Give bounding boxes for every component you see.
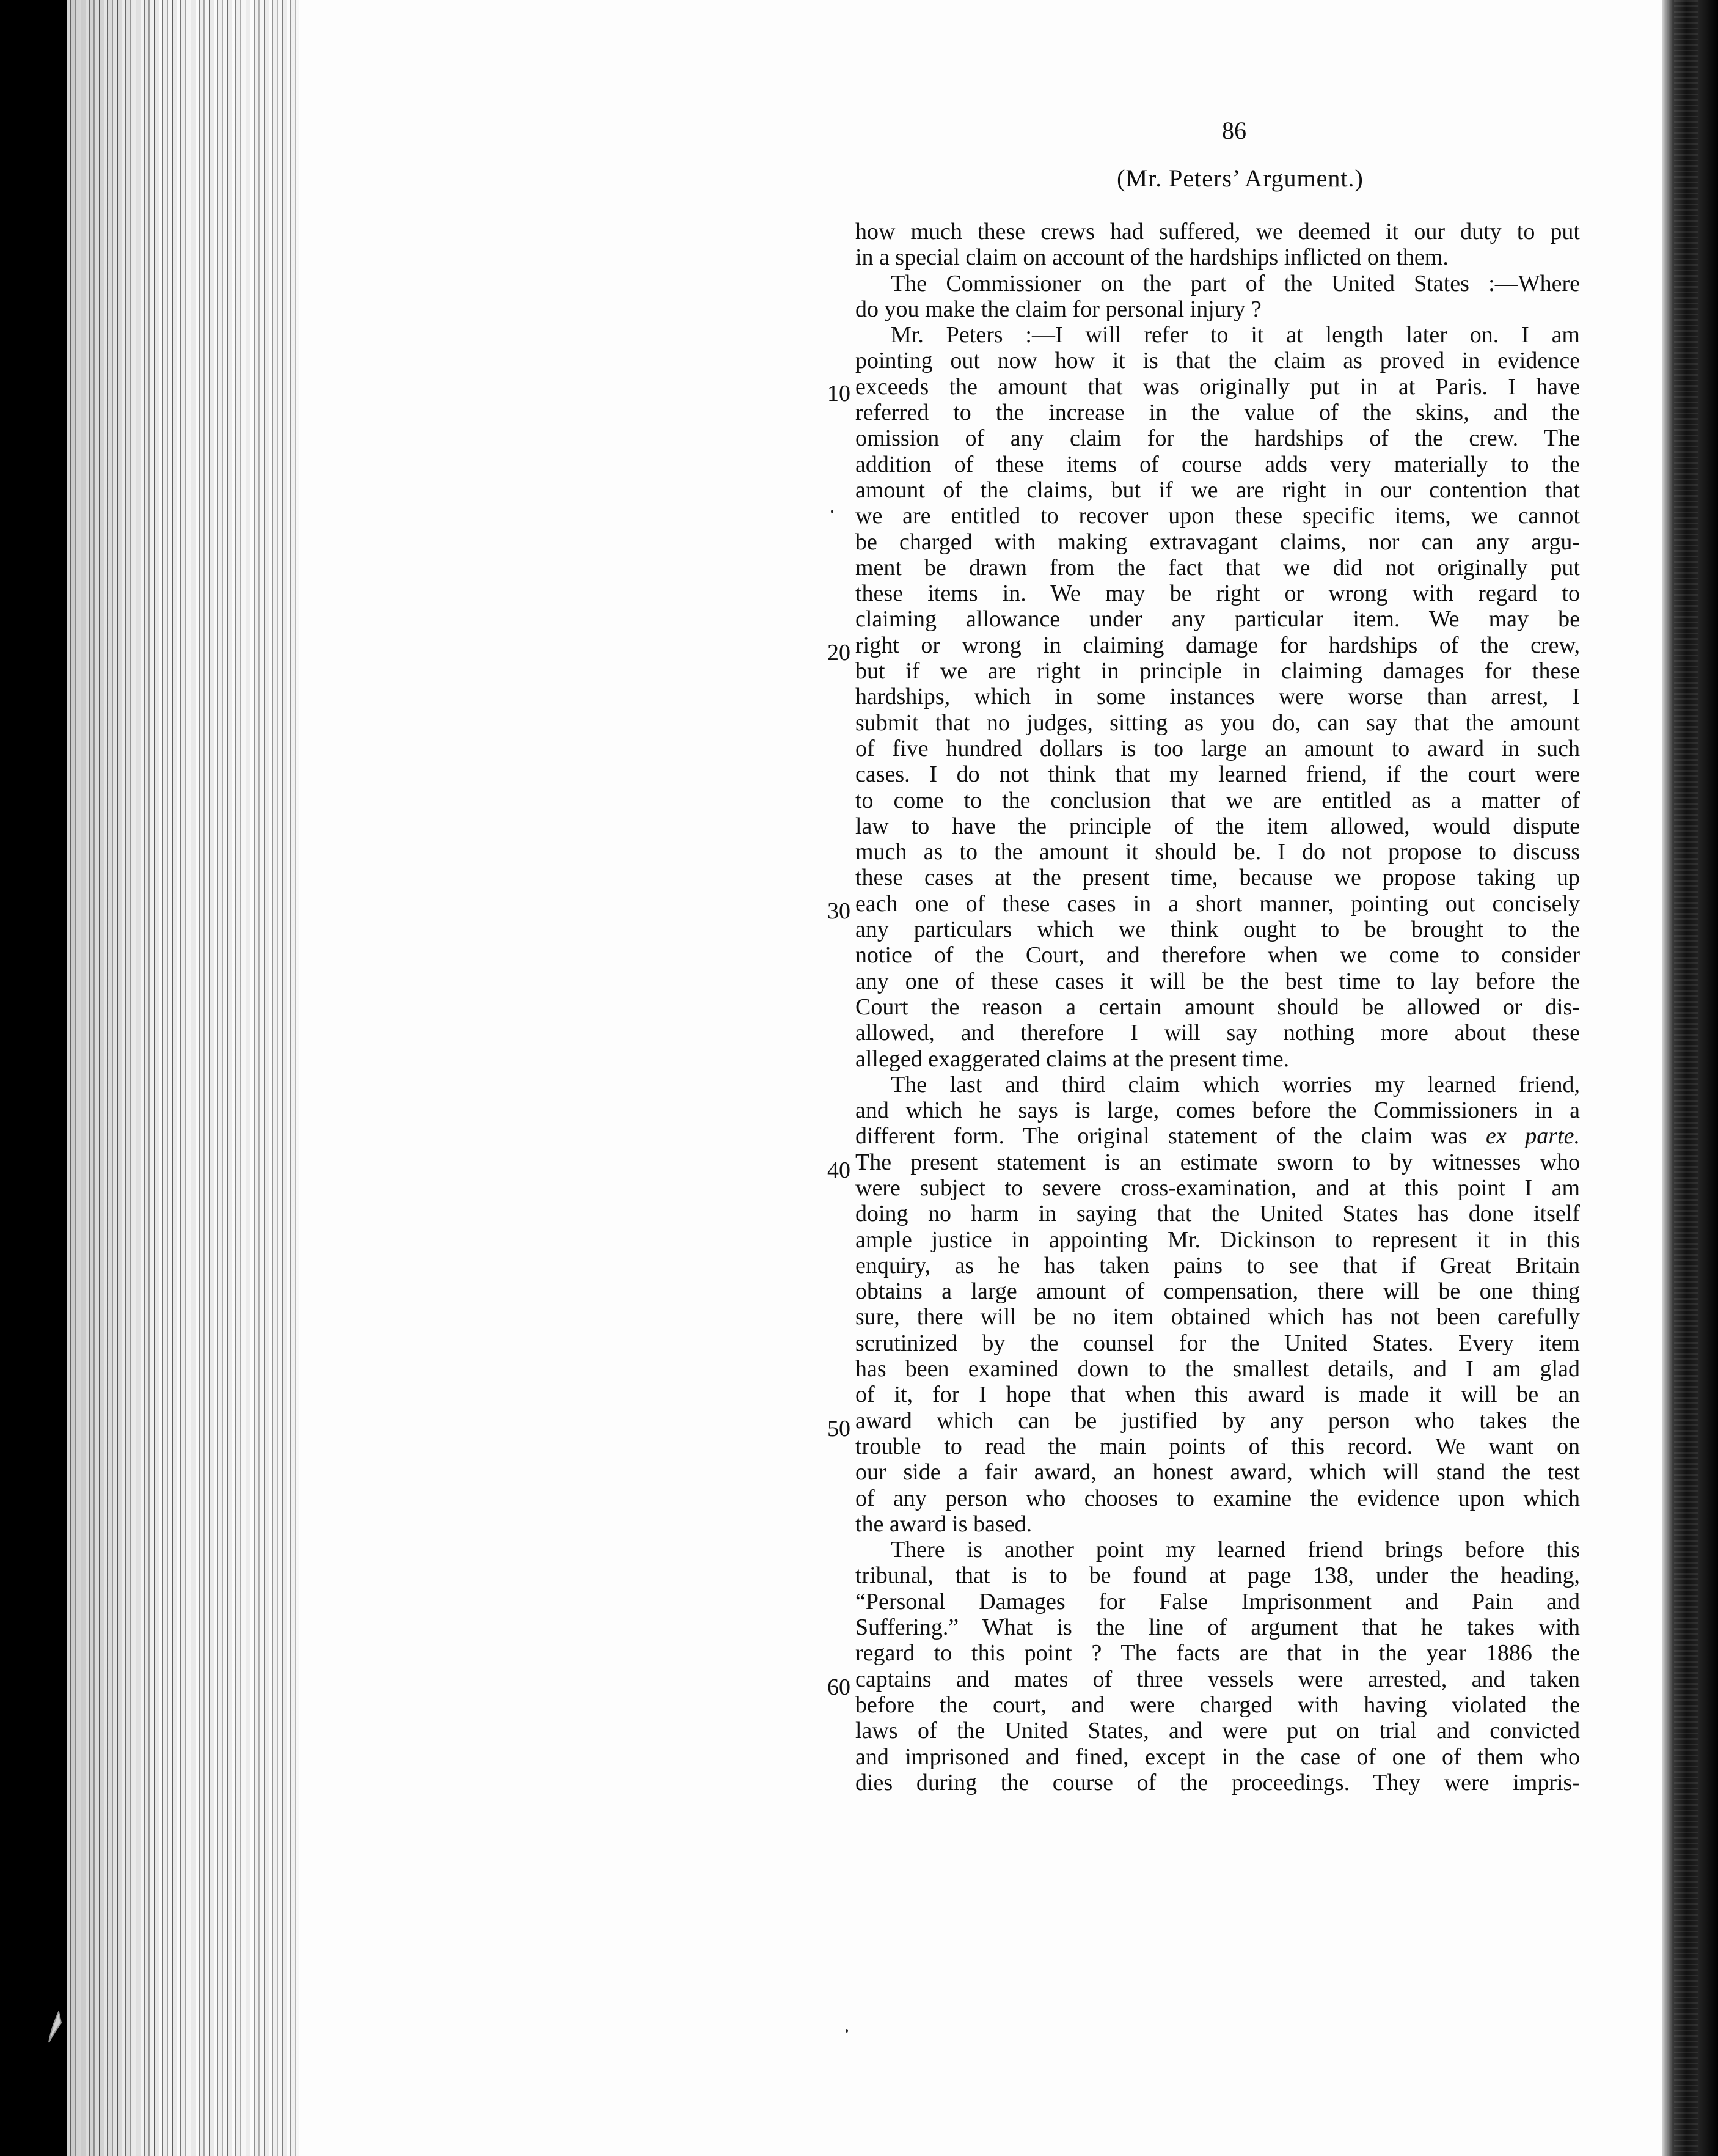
text-line: how much these crews had suffered, we deemed it our duty to put [855,219,1580,244]
text-line: right or wrong in claiming damage for hardships of the crew, [855,632,1580,658]
margin-line-number: 30 [827,898,850,924]
text-line: ample justice in appointing Mr. Dickinson to represent it in this [855,1226,1580,1253]
body-text [855,219,1580,1795]
text-line: scrutinized by the counsel for the United States. Every item [855,1330,1580,1356]
text-line: addition of these items of course adds very materially to the [855,451,1580,477]
text-line: regard to this point ? The facts are that in the year 1886 the [855,1640,1580,1667]
text-line: has been examined down to the smallest details, and I am glad [855,1356,1580,1382]
text-line: referred to the increase in the value of the skins, and the [855,400,1580,426]
text-line: There is another point my learned friend brings before this [891,1537,1580,1563]
text-line: law to have the principle of the item allowed, would dispute [855,813,1580,839]
italic-phrase: ex parte. [1486,1123,1580,1150]
text-line: dies during the course of the proceedings. They were impris- [855,1769,1580,1795]
margin-line-number: 50 [827,1416,850,1442]
text-line: sure, there will be no item obtained which has not been carefully [855,1304,1580,1330]
text-line: doing no harm in saying that the United States has done itself [855,1201,1580,1227]
text-line: amount of the claims, but if we are right in our contention that [855,477,1580,503]
text-line: be charged with making extravagant claims, nor can any argu- [855,529,1580,555]
text-line: notice of the Court, and therefore when we come to consider [855,942,1580,969]
text-line: tribunal, that is to be found at page 138, under the heading, [855,1563,1580,1589]
stray-pen-mark [46,2011,65,2047]
text-line: Court the reason a certain amount should be allowed or dis- [855,994,1580,1020]
text-line: of any person who chooses to examine the evidence upon which [855,1485,1580,1511]
text-line: Suffering.” What is the line of argument that he takes with [855,1615,1580,1641]
text-line: submit that no judges, sitting as you do, can say that the amount [855,710,1580,736]
page-edges-shadow [67,0,299,2156]
text-line: we are entitled to recover upon these specific items, we cannot [855,503,1580,529]
text-line: pointing out now how it is that the claim as proved in evidence [855,348,1580,374]
text-line: do you make the claim for personal injury ? [855,296,1262,322]
text-line: of it, for I hope that when this award is made it will be an [855,1382,1580,1408]
text-line: of five hundred dollars is too large an amount to award in such [855,735,1580,761]
text-line: any particulars which we think ought to be brought to the [855,917,1580,943]
text-line: captains and mates of three vessels were arrested, and taken [855,1666,1580,1692]
text-line: these items in. We may be right or wrong with regard to [855,581,1580,607]
text-line: any one of these cases it will be the best time to lay before the [855,968,1580,994]
text-line: trouble to read the main points of this record. We want on [855,1433,1580,1459]
text-line: hardships, which in some instances were worse than arrest, I [855,684,1580,710]
text-line: ment be drawn from the fact that we did not originally put [855,554,1580,581]
text-line: to come to the conclusion that we are entitled as a matter of [855,787,1580,813]
running-head: (Mr. Peters’ Argument.) [1117,164,1364,192]
text-line: and imprisoned and fined, except in the case of one of them who [855,1744,1580,1770]
text-line: each one of these cases in a short manner, pointing out concisely [855,890,1580,917]
text-line-lead: different form. The original statement of the claim was [855,1123,1486,1150]
text-line: were subject to severe cross-examination, and at this point I am [855,1175,1580,1201]
text-line: obtains a large amount of compensation, there will be one thing [855,1278,1580,1305]
text-line: award which can be justified by any person who takes the [855,1407,1580,1434]
text-line: much as to the amount it should be. I do not propose to discuss [855,839,1580,865]
text-line: enquiry, as he has taken pains to see that if Great Britain [855,1252,1580,1278]
text-line: cases. I do not think that my learned friend, if the court were [855,761,1580,788]
scan-speck [846,2029,848,2033]
text-line: The last and third claim which worries my learned friend, [891,1071,1580,1098]
text-line: the award is based. [855,1511,1033,1537]
text-line: omission of any claim for the hardships of the crew. The [855,425,1580,452]
text-line: The Commissioner on the part of the United States :—Where [891,270,1580,296]
scan-speck [831,510,833,513]
text-line: claiming allowance under any particular item. We may be [855,606,1580,632]
margin-line-number: 40 [827,1157,850,1183]
page-number: 86 [1222,117,1246,144]
text-line: and which he says is large, comes before the Commissioners in a [855,1098,1580,1124]
text-line [855,1123,1580,1149]
text-line: The present statement is an estimate sworn to by witnesses who [855,1149,1580,1175]
text-line: but if we are right in principle in claiming damages for these [855,658,1580,684]
text-line: our side a fair award, an honest award, which will stand the test [855,1459,1580,1486]
text-line: allowed, and therefore I will say nothing more about these [855,1020,1580,1046]
right-edge-texture [1674,0,1698,2156]
text-line: laws of the United States, and were put on trial and convicted [855,1718,1580,1744]
text-line: alleged exaggerated claims at the present time. [855,1046,1290,1072]
margin-line-number: 10 [827,381,850,406]
text-line: exceeds the amount that was originally put in at Paris. I have [855,373,1580,400]
margin-line-number: 20 [827,640,850,666]
text-line: “Personal Damages for False Imprisonment and Pain and [855,1588,1580,1615]
text-line: before the court, and were charged with having violated the [855,1692,1580,1718]
text-line: Mr. Peters :—I will refer to it at length later on. I am [891,322,1580,348]
margin-line-number: 60 [827,1674,850,1700]
text-line: these cases at the present time, because we propose taking up [855,865,1580,891]
text-line: in a special claim on account of the hardships inflicted on them. [855,244,1449,271]
